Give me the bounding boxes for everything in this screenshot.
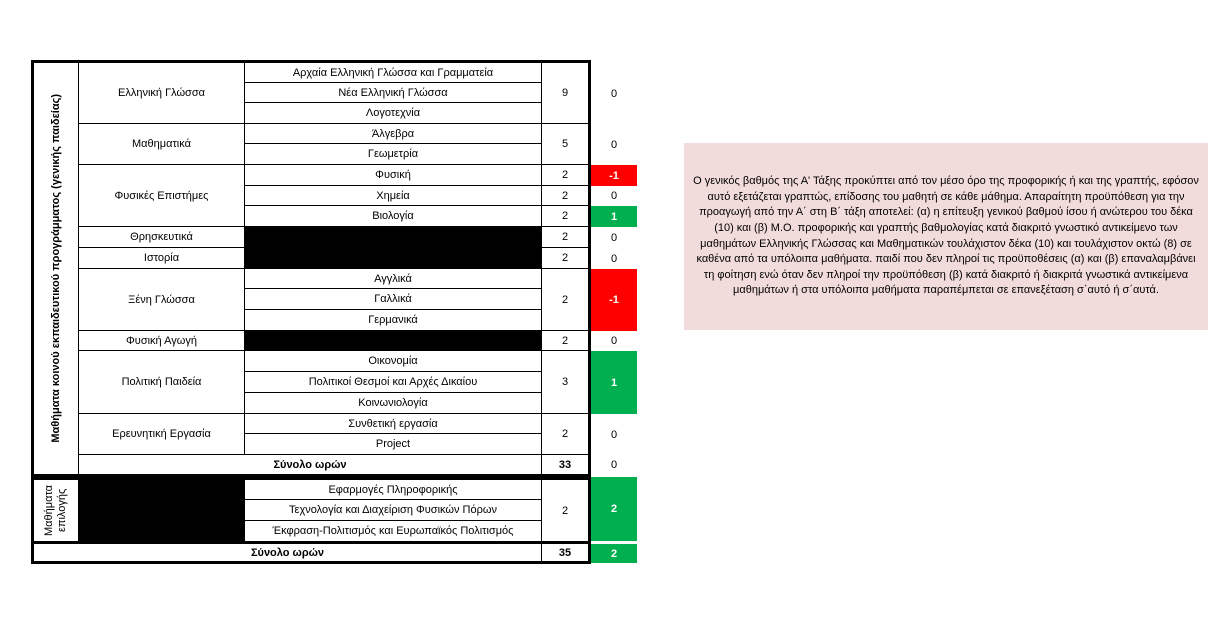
diff-grand-total: 2 [591,544,637,563]
subject-physics: Φυσική [244,165,541,186]
subject-chemistry: Χημεία [244,186,541,206]
subject-expression-culture: Έκφραση-Πολιτισμός και Ευρωπαϊκός Πολιτισμός [244,521,541,541]
subject-literature: Λογοτεχνία [244,103,541,124]
blank-cell-pe [244,331,541,351]
diff-research: 0 [610,428,618,441]
hours-chemistry: 2 [541,186,588,206]
group-pe: Φυσική Αγωγή [78,331,244,351]
core-vertical-label: Μαθήματα κοινού εκπαιδευτικού προγράμματος (γενικής παιδείας) [49,94,62,443]
subject-project: Project [244,434,541,455]
hours-civics: 3 [541,351,588,414]
subject-sociology: Κοινωνιολογία [244,393,541,414]
group-math: Μαθηματικά [78,124,244,165]
diff-math: 0 [610,138,618,151]
hours-greek: 9 [541,63,588,124]
group-religion: Θρησκευτικά [78,227,244,248]
hours-math: 5 [541,124,588,165]
subject-algebra: Άλγεβρα [244,124,541,144]
blank-cell-religion-history [244,227,541,269]
core-total-label: Σύνολο ωρών [78,455,541,474]
diff-electives: 2 [591,477,637,541]
diff-pe: 0 [610,335,618,347]
diff-religion: 0 [610,231,618,244]
hours-religion: 2 [541,227,588,248]
subject-technology-resources: Τεχνολογία και Διαχείριση Φυσικών Πόρων [244,500,541,521]
subject-english: Αγγλικά [244,269,541,289]
diff-core-total: 0 [610,459,618,471]
subject-political-institutions: Πολιτικοί Θεσμοί και Αρχές Δικαίου [244,372,541,393]
electives-vertical-label: Μαθήματα επιλογής [43,485,68,537]
subject-french: Γαλλικά [244,289,541,310]
diff-chemistry: 0 [610,190,618,202]
diff-foreign-language: -1 [591,269,637,331]
subject-greek-ancient: Αρχαία Ελληνική Γλώσσα και Γραμματεία [244,63,541,83]
group-foreign-language: Ξένη Γλώσσα [78,269,244,331]
hours-biology: 2 [541,206,588,227]
group-science: Φυσικές Επιστήμες [78,165,244,227]
hours-history: 2 [541,248,588,269]
grand-total-label: Σύνολο ωρών [250,546,325,559]
hours-pe: 2 [541,331,588,351]
diff-greek: 0 [610,87,618,100]
subject-greek-modern: Νέα Ελληνική Γλώσσα [244,83,541,103]
group-research: Ερευνητική Εργασία [78,414,244,455]
grand-total-hours: 35 [541,544,588,561]
diff-civics: 1 [591,351,637,414]
diff-history: 0 [610,252,618,265]
diff-physics: -1 [591,165,637,186]
hours-foreign-language: 2 [541,269,588,331]
diff-biology: 1 [591,206,637,227]
hours-research: 2 [541,414,588,455]
promotion-rules-note: Ο γενικός βαθμός της Α' Τάξης προκύπτει από τον μέσο όρο της προφορικής ή και της γραπτής, εφόσον αυτό εξετάζεται γραπτώς, επίδοσης του μαθητή σε κάθε μάθημα. Απαραίτητη προϋπόθεση για την προαγωγή από την Α΄ στη Β΄ τάξη αποτελεί: (α) η επίτευξη γενικού βαθμού ίσου ή ανώτερου του δέκα (10) και (β) Μ.Ο. προφορικής και γραπτής βαθμολογίας κατά διακριτό γνωστικό αντικείμενο των μαθημάτων Ελληνικής Γλώσσας και Μαθηματικών τουλάχιστον δέκα (10) και τουλάχιστον οκτώ (8) σε καθένα από τα υπόλοιπα μαθήματα. παιδί που δεν πληροί τις προϋποθέσεις (α) και (β) επαναλαμβάνει τη φοίτηση ενώ όταν δεν πληροί την προϋπόθεση (β) κατά διακριτό ή διακριτά γνωστικά αντικείμενα μαθημάτων ή στα υπόλοιπα μαθήματα παραπέμπεται σε επανεξέταση σ΄αυτό ή σ΄αυτά. [684,143,1208,330]
core-total-hours: 33 [541,455,588,474]
subject-computer-applications: Εφαρμογές Πληροφορικής [244,480,541,500]
hours-physics: 2 [541,165,588,186]
subject-german: Γερμανικά [244,310,541,331]
subject-biology: Βιολογία [244,206,541,227]
hours-electives: 2 [541,480,588,541]
group-history: Ιστορία [78,248,244,269]
subject-synthetic-work: Συνθετική εργασία [244,414,541,434]
subject-geometry: Γεωμετρία [244,144,541,165]
subject-economics: Οικονομία [244,351,541,372]
blank-cell-electives [78,480,244,541]
group-civics: Πολιτική Παιδεία [78,351,244,414]
group-greek: Ελληνική Γλώσσα [78,63,244,124]
